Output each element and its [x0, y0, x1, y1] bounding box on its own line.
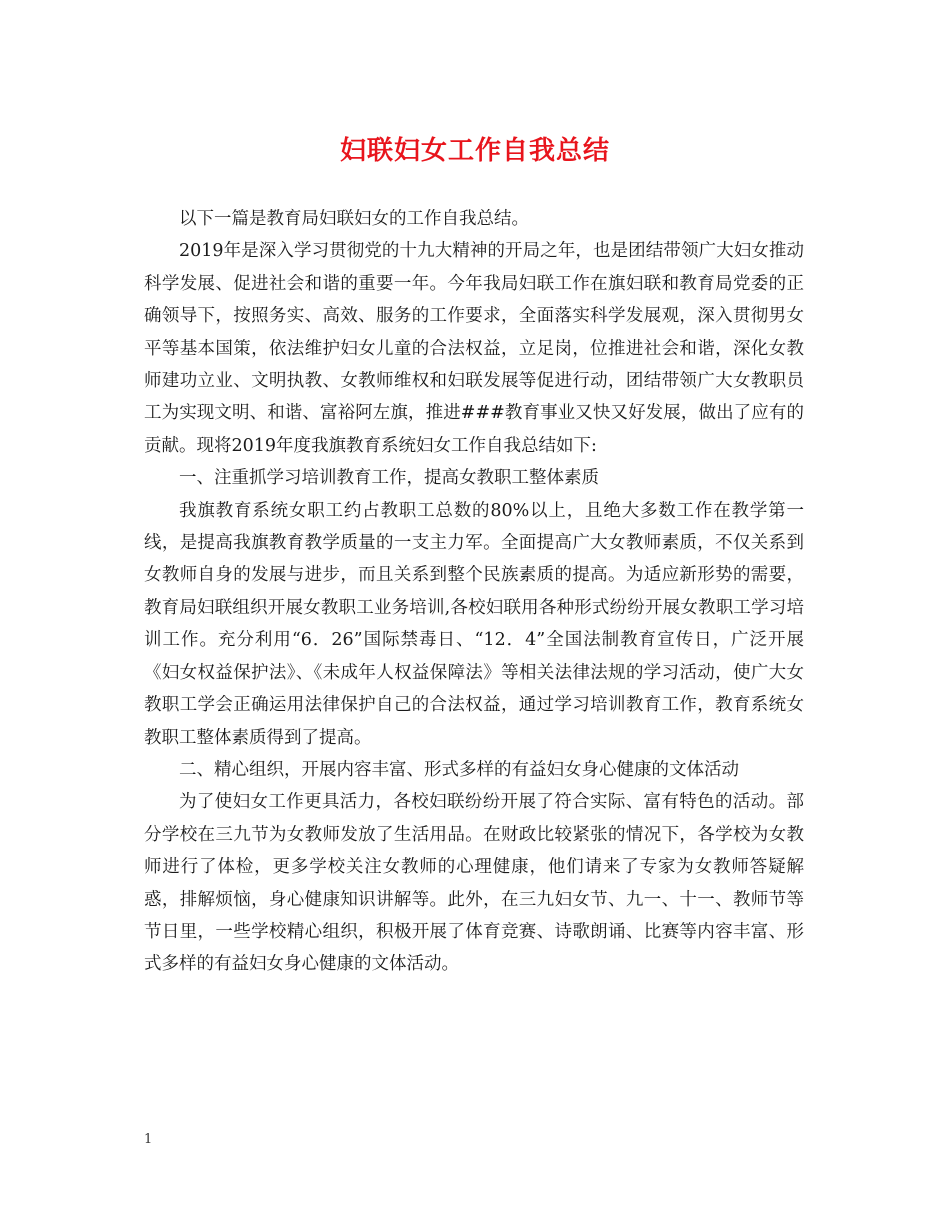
- document-title: 妇联妇女工作自我总结: [339, 136, 610, 166]
- section-2-paragraph: 为了使妇女工作更具活力，各校妇联纷纷开展了符合实际、富有特色的活动。部分学校在三九节为女教师发放了生活用品。在财政比较紧张的情况下，各学校为女教师进行了体检，更多学校关注女教师的心理健康，他们请来了专家为女教师答疑解惑，排解烦恼，身心健康知识讲解等。此外，在三九妇女节、九一、十一、教师节等节日里，一些学校精心组织，积极开展了体育竞赛、诗歌朗诵、比赛等内容丰富、形式多样的有益妇女身心健康的文体活动。: [144, 792, 804, 975]
- section-1-paragraph: 我旗教育系统女职工约占教职工总数的80%以上，且绝大多数工作在教学第一线，是提高我旗教育教学质量的一支主力军。全面提高广大女教师素质，不仅关系到女教师自身的发展与进步，而且关系到整个民族素质的提高。为适应新形势的需要，教育局妇联组织开展女教职工业务培训,各校妇联用各种形式纷纷开展女教职工学习培训工作。充分利用“6．26”国际禁毒日、“12．4”全国法制教育宣传日，广泛开展《妇女权益保护法》、《未成年人权益保障法》等相关法律法规的学习活动，使广大女教职工学会正确运用法律保护自己的合法权益，通过学习培训教育工作，教育系统女教职工整体素质得到了提高。: [144, 500, 804, 748]
- section-heading-2: 二、精心组织，开展内容丰富、形式多样的有益妇女身心健康的文体活动: [179, 759, 739, 780]
- section-heading-1: 一、注重抓学习培训教育工作，提高女教职工整体素质: [179, 468, 599, 489]
- page-number: 1: [144, 1132, 153, 1147]
- document-body: [144, 203, 804, 981]
- overview-paragraph: 2019年是深入学习贯彻党的十九大精神的开局之年，也是团结带领广大妇女推动科学发展、促进社会和谐的重要一年。今年我局妇联工作在旗妇联和教育局党委的正确领导下，按照务实、高效、服务的工作要求，全面落实科学发展观，深入贯彻男女平等基本国策，依法维护妇女儿童的合法权益，立足岗，位推进社会和谐，深化女教师建功立业、文明执教、女教师维权和妇联发展等促进行动，团结带领广大女教职员工为实现文明、和谐、富裕阿左旗，推进###教育事业又快又好发展，做出了应有的贡献。现将2019年度我旗教育系统妇女工作自我总结如下:: [144, 241, 804, 456]
- intro-paragraph: 以下一篇是教育局妇联妇女的工作自我总结。: [179, 209, 529, 229]
